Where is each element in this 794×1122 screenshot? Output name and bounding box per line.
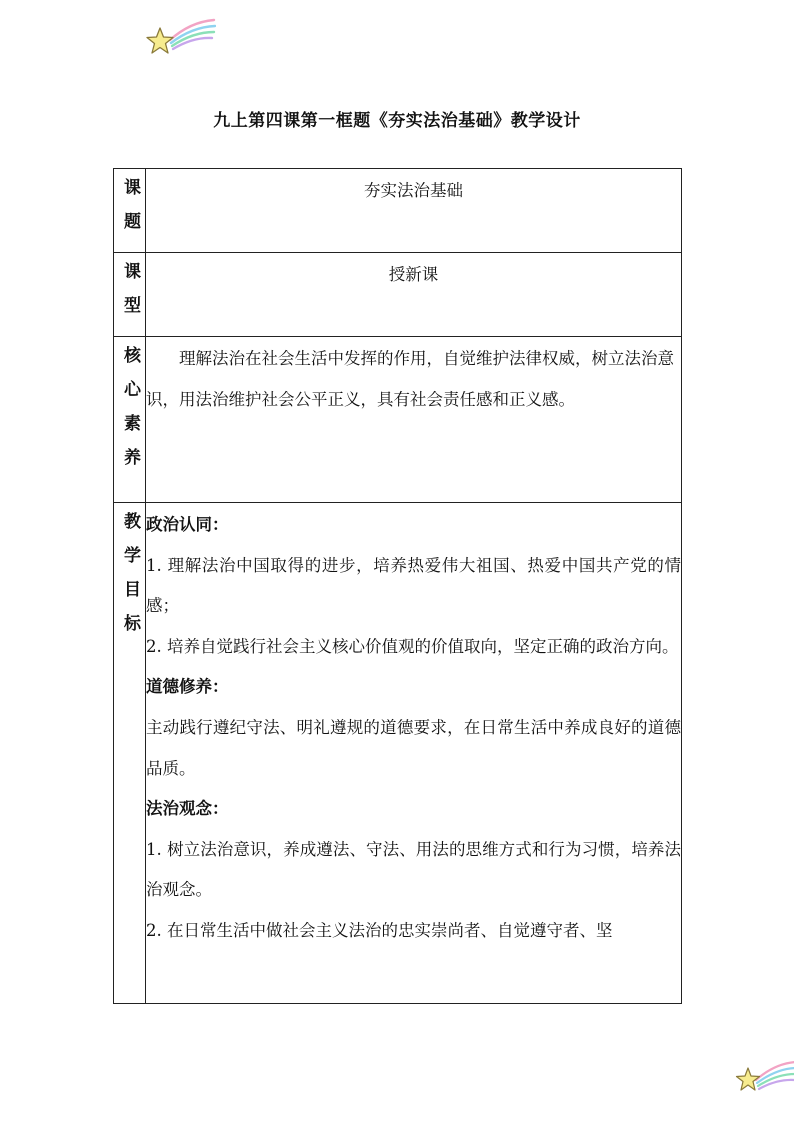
table-row xyxy=(114,169,682,253)
table-row xyxy=(114,337,682,503)
row-label-cell xyxy=(114,503,146,1004)
lesson-topic: 夯实法治基础 xyxy=(364,181,463,200)
goal-item: 1. 树立法治意识，养成遵法、守法、用法的思维方式和行为习惯，培养法治观念。 xyxy=(146,839,681,900)
star-decoration-icon xyxy=(140,16,216,60)
row-label: 课题 xyxy=(120,178,140,246)
goal-item: 2. 在日常生活中做社会主义法治的忠实崇尚者、自觉遵守者、坚 xyxy=(146,920,613,940)
goal-item: 2. 培养自觉践行社会主义核心价值观的价值取向，坚定正确的政治方向。 xyxy=(146,636,679,656)
goal-heading: 政治认同： xyxy=(146,515,229,534)
row-label-cell xyxy=(114,169,146,253)
lesson-type: 授新课 xyxy=(388,265,439,284)
goal-item: 1. 理解法治中国取得的进步，培养热爱伟大祖国、热爱中国共产党的情感； xyxy=(146,555,681,616)
row-label: 核心素养 xyxy=(120,346,140,482)
table-row xyxy=(114,503,682,1004)
row-content-cell xyxy=(146,337,682,503)
row-label: 课型 xyxy=(120,262,140,330)
goal-item: 主动践行遵纪守法、明礼遵规的道德要求，在日常生活中养成良好的道德品质。 xyxy=(146,717,681,778)
row-content-cell xyxy=(146,503,682,1004)
row-content-cell xyxy=(146,169,682,253)
row-label-cell xyxy=(114,337,146,503)
star-decoration-icon xyxy=(732,1058,794,1098)
lesson-plan-table xyxy=(113,168,682,1004)
row-label: 教学目标 xyxy=(120,512,140,648)
goal-heading: 法治观念： xyxy=(146,799,229,819)
teaching-goals xyxy=(146,503,681,952)
goal-heading: 道德修养： xyxy=(146,677,229,697)
table-row xyxy=(114,253,682,337)
row-content-cell xyxy=(146,253,682,337)
page-title: 九上第四课第一框题《夯实法治基础》教学设计 xyxy=(213,111,581,131)
row-label-cell xyxy=(114,253,146,337)
core-literacy-text: 理解法治在社会生活中发挥的作用，自觉维护法律权威，树立法治意识，用法治维护社会公平正义，具有社会责任感和正义感。 xyxy=(146,349,674,409)
